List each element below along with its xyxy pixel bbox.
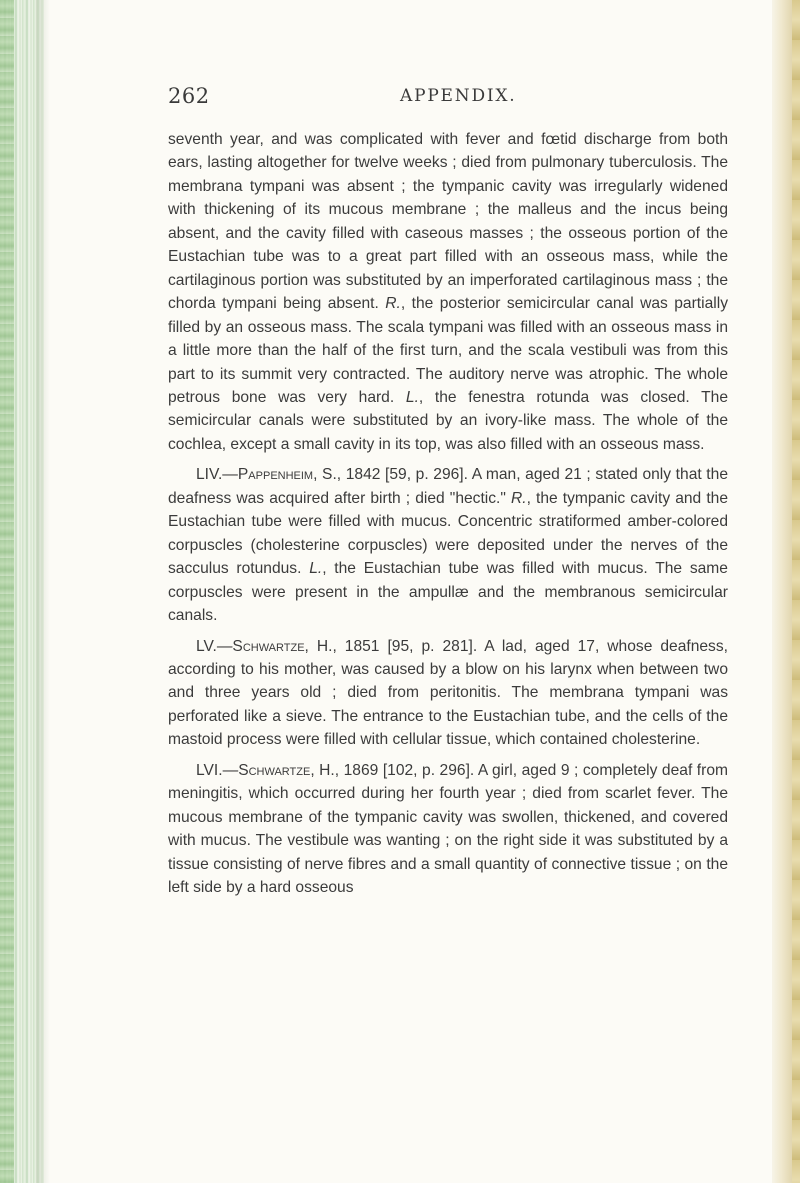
running-head: APPENDIX.: [400, 86, 517, 106]
paragraph-text: , the fenestra rotunda was closed. The semicircular canals were substituted by an ivory-like mass. The whole of the cochlea, except a small cavity in its top, was also filled with an osseous mass.: [168, 388, 729, 453]
paragraph-continued: [168, 128, 728, 456]
case-entry-lvi: [168, 759, 728, 900]
paragraph-text: , S., 1842 [59, p. 296]. A man, aged 21 ; stated only that the deafness was acquired after birth ; died "hectic.": [168, 466, 728, 507]
case-author: Pappenheim: [237, 466, 314, 484]
paragraph-text: , H., 1869 [102, p. 296]. A girl, aged 9 ; completely deaf from meningitis, which occurred during her fourth year ; died from scarlet fever. The mucous membrane of the tympanic cavity was swollen, thickened, and covered with mucus. The vestibule was wanting ; on the right side it was substituted by a tissue consisting of nerve fibres and a small quantity of connective tissue ; on the left side by a hard osseous: [168, 761, 728, 897]
left-binding-strip: [0, 0, 14, 1183]
case-number: LV.—: [196, 637, 233, 655]
page-header: [168, 84, 728, 110]
paragraph-text: , the tympanic cavity and the Eustachian tube were filled with mucus. Concentric stratiformed amber-colored corpuscles (cholesterine corpuscles) were deposited under the nerves of the sacculus rotundus.: [168, 489, 728, 578]
paragraph-text: , the Eustachian tube was filled with mucus. The same corpuscles were present in the ampullæ and the membranous semicircular canals.: [168, 560, 728, 625]
case-entry-lv: [168, 635, 728, 752]
case-author: Schwartze: [232, 637, 305, 655]
body-text: [168, 128, 728, 900]
gutter-shadow: [36, 0, 50, 1183]
paragraph-text: , H., 1851 [95, p. 281]. A lad, aged 17, whose deafness, according to his mother, was caused by a blow on his larynx when between two and three years old ; died from peritonitis. The membrana tympani was perforated like a sieve. The entrance to the Eustachian tube, and the cells of the mastoid process were filled with cellular tissue, which contained cholesterine.: [168, 637, 728, 749]
page-number: 262: [168, 84, 210, 108]
side-label-right: R.: [385, 295, 401, 313]
side-label-left: L.: [309, 560, 323, 578]
paragraph-text: seventh year, and was complicated with fever and fœtid discharge from both ears, lasting altogether for twelve weeks ; died from pulmonary tuberculosis. The membrana tympani was absent ; the tympanic cavity was irregularly widened with thickening of its mucous membrane ; the malleus and the incus being absent, and the cavity filled with caseous masses ; the osseous portion of the Eustachian tube was to a great part filled with an osseous mass, while the cartilaginous portion was substituted by an imperforated cartilaginous mass ; the chorda tympani being absent.: [168, 131, 728, 313]
case-number: LVI.—: [196, 761, 239, 779]
side-label-left: L.: [405, 388, 419, 406]
case-number: LIV.—: [196, 466, 238, 484]
side-label-right: R.: [511, 489, 527, 507]
case-author: Schwartze: [238, 761, 311, 779]
paragraph-text: , the posterior semicircular canal was partially filled by an osseous mass. The scala tympani was filled with an osseous mass in a little more than the half of the first turn, and the scala vestibuli was from this part to its summit very contracted. The auditory nerve was atrophic. The whole petrous bone was very hard.: [168, 295, 728, 406]
right-binding-strip: [792, 0, 800, 1183]
case-entry-liv: [168, 463, 728, 627]
